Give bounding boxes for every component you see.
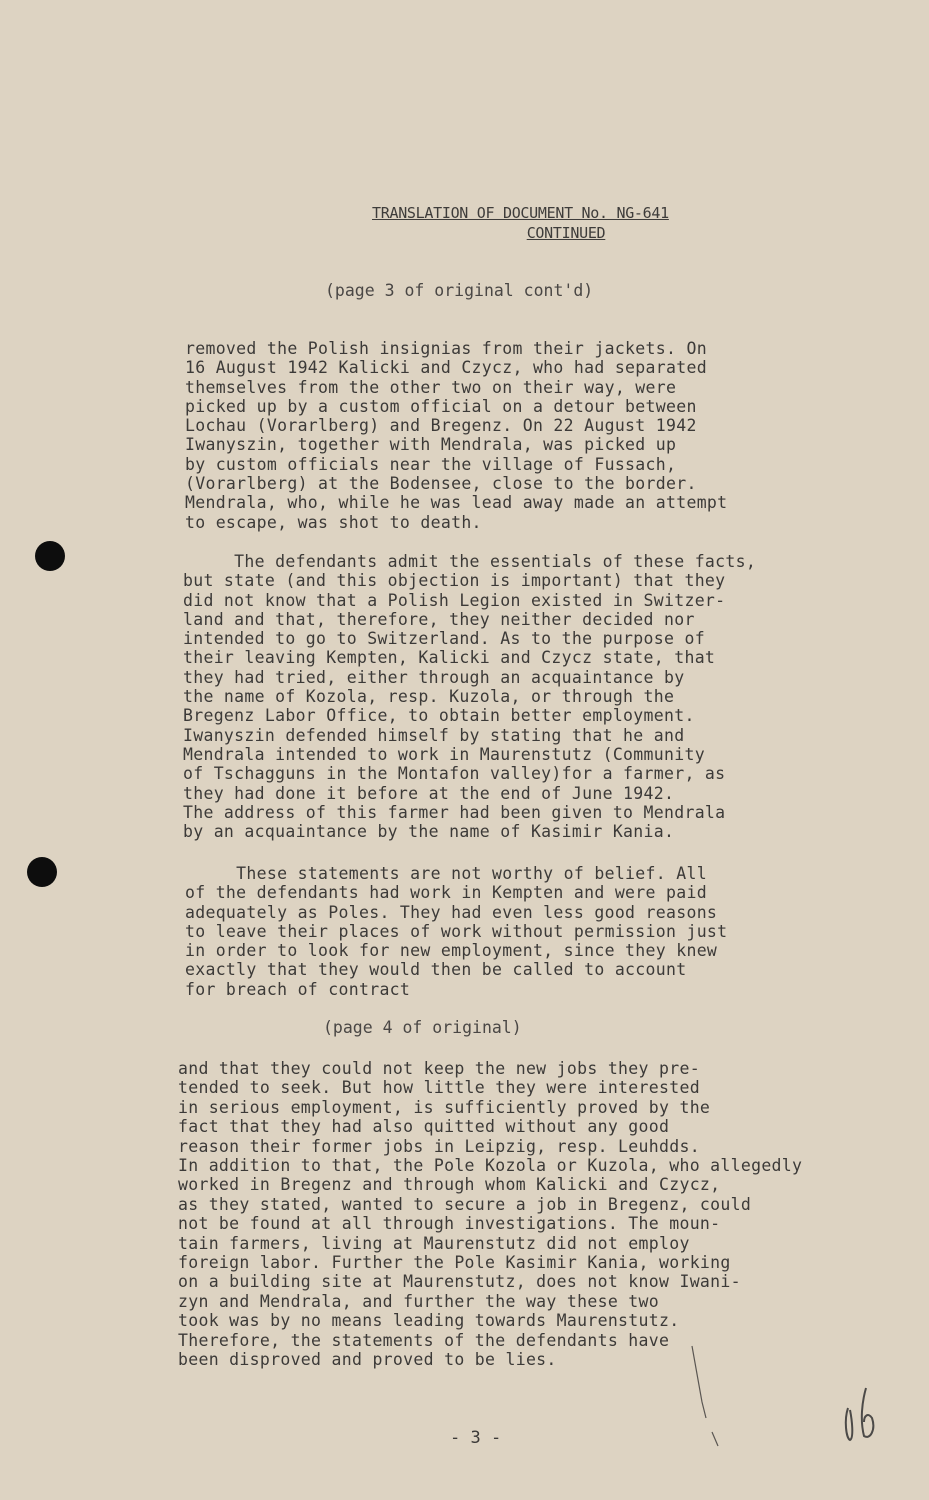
text-line: by custom officials near the village of Fussach,	[185, 454, 677, 474]
text-line: tended to seek. But how little they were interested	[178, 1078, 700, 1098]
text-line: reason their former jobs in Leipzig, resp. Leuhdds.	[178, 1136, 700, 1156]
text-line: their leaving Kempten, Kalicki and Czycz state, that	[183, 648, 716, 668]
text-line: to leave their places of work without permission just	[185, 921, 728, 941]
text-line: been disproved and proved to be lies.	[178, 1350, 557, 1370]
text-line: tain farmers, living at Maurenstutz did not employ	[178, 1233, 690, 1253]
paragraph-2	[183, 552, 843, 841]
text-line: in serious employment, is sufficiently proved by the	[178, 1097, 711, 1117]
text-line: by an acquaintance by the name of Kasimir Kania.	[183, 822, 675, 842]
text-line: exactly that they would then be called to account	[185, 960, 687, 980]
text-line: Mendrala, who, while he was lead away made an attempt	[185, 493, 728, 513]
text-line: zyn and Mendrala, and further the way these two	[178, 1291, 659, 1311]
punch-hole	[35, 541, 65, 571]
pencil-mark	[680, 1340, 730, 1460]
header-title: TRANSLATION OF DOCUMENT No. NG-641	[372, 204, 669, 222]
text-line: removed the Polish insignias from their jackets. On	[185, 339, 707, 358]
text-line: worked in Bregenz and through whom Kalicki and Czycz,	[178, 1175, 721, 1195]
text-line: Iwanyszin, together with Mendrala, was picked up	[185, 435, 677, 455]
text-line: picked up by a custom official on a detour between	[185, 396, 697, 416]
text-line: Mendrala intended to work in Maurenstutz (Community	[183, 744, 705, 764]
text-line: in order to look for new employment, since they knew	[185, 941, 718, 961]
text-line: did not know that a Polish Legion existed in Switzer-	[183, 590, 726, 610]
page-reference-3: (page 3 of original cont'd)	[325, 281, 594, 300]
text-line: to escape, was shot to death.	[185, 512, 482, 532]
text-line: as they stated, wanted to secure a job in Bregenz, could	[178, 1194, 752, 1214]
text-line: took was by no means leading towards Maurenstutz.	[178, 1311, 680, 1331]
text-line: (Vorarlberg) at the Bodensee, close to the border.	[185, 474, 697, 494]
page-number: - 3 -	[450, 1428, 502, 1448]
text-line: land and that, therefore, they neither decided nor	[183, 609, 695, 629]
text-line: of Tschagguns in the Montafon valley)for a farmer, as	[183, 764, 726, 784]
paragraph-3	[185, 864, 845, 999]
text-line: and that they could not keep the new jobs they pre-	[178, 1059, 700, 1078]
text-line: on a building site at Maurenstutz, does not know Iwani-	[178, 1272, 741, 1292]
text-line: not be found at all through investigations. The moun-	[178, 1214, 721, 1234]
text-line: foreign labor. Further the Pole Kasimir Kania, working	[178, 1253, 731, 1273]
text-line: they had tried, either through an acquaintance by	[183, 667, 685, 687]
text-line: Therefore, the statements of the defendants have	[178, 1330, 670, 1350]
header-continued: CONTINUED	[526, 224, 606, 242]
text-line: intended to go to Switzerland. As to the purpose of	[183, 629, 705, 649]
text-line: 16 August 1942 Kalicki and Czycz, who had separated	[185, 358, 707, 378]
paragraph-4	[178, 1059, 838, 1370]
page-reference-4: (page 4 of original)	[323, 1018, 522, 1037]
text-line: Lochau (Vorarlberg) and Bregenz. On 22 August 1942	[185, 416, 697, 436]
punch-hole	[27, 857, 57, 887]
text-line: but state (and this objection is important) that they	[183, 571, 726, 591]
text-line: the name of Kozola, resp. Kuzola, or through the	[183, 687, 675, 707]
document-header	[372, 203, 772, 243]
text-line: Iwanyszin defended himself by stating that he and	[183, 725, 685, 745]
text-line: In addition to that, the Pole Kozola or Kuzola, who allegedly	[178, 1156, 803, 1176]
text-line: The address of this farmer had been given to Mendrala	[183, 802, 726, 822]
text-line: fact that they had also quitted without any good	[178, 1117, 670, 1137]
text-line: for breach of contract	[185, 979, 411, 999]
paragraph-1	[185, 339, 845, 532]
text-line: themselves from the other two on their way, were	[185, 377, 677, 397]
text-line: Bregenz Labor Office, to obtain better employment.	[183, 706, 695, 726]
text-line: adequately as Poles. They had even less good reasons	[185, 902, 718, 922]
text-line: of the defendants had work in Kempten and were paid	[185, 883, 707, 903]
handwritten-folio-mark	[840, 1380, 885, 1445]
text-line: These statements are not worthy of belief. All	[185, 864, 707, 883]
text-line: The defendants admit the essentials of these facts,	[183, 552, 757, 571]
text-line: they had done it before at the end of June 1942.	[183, 783, 675, 803]
